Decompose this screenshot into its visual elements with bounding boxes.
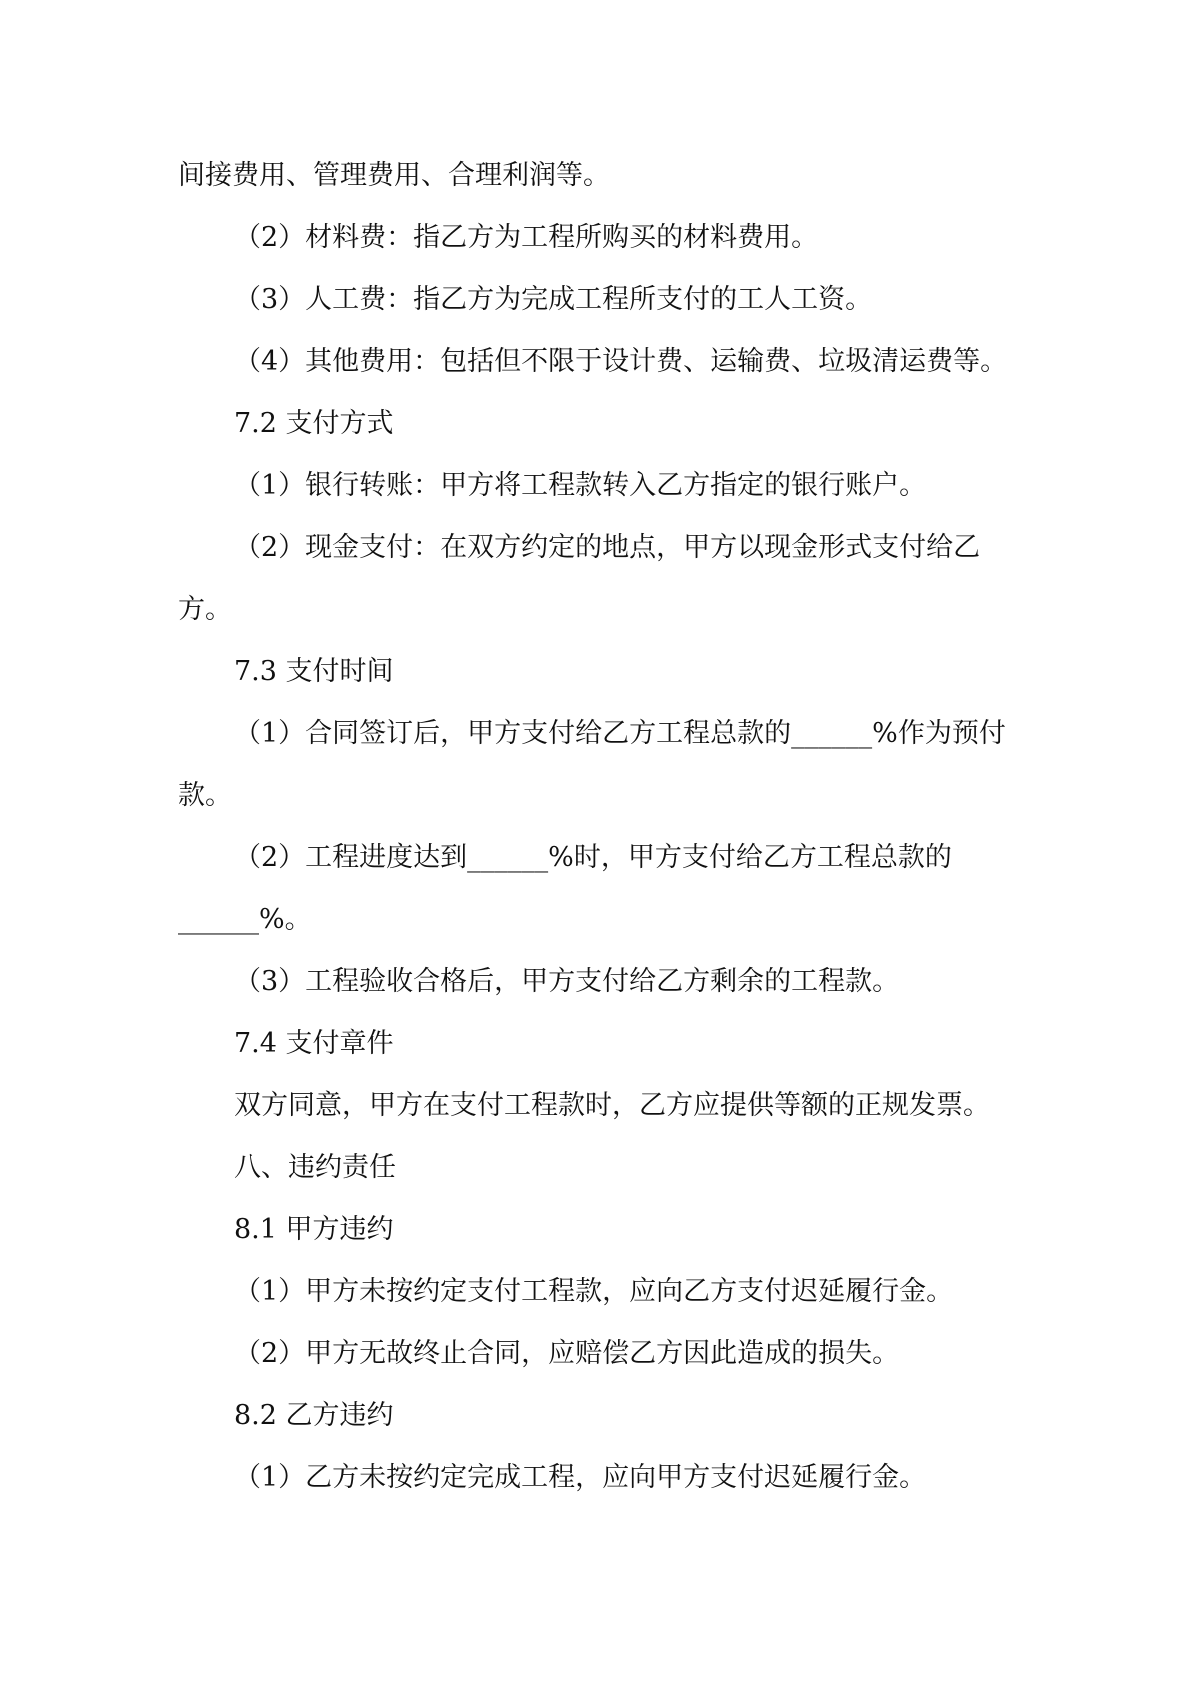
section-heading: 8.1 甲方违约 [234, 1214, 394, 1245]
section-heading: 7.2 支付方式 [234, 408, 394, 439]
document-body [178, 145, 1013, 1509]
paragraph-line: （1）乙方未按约定完成工程，应向甲方支付迟延履行金。 [234, 1462, 927, 1493]
paragraph-line: 方。 [178, 594, 232, 625]
paragraph-line: 款。 [178, 780, 232, 811]
paragraph-line: ______%。 [178, 904, 312, 935]
paragraph-line: （2）甲方无故终止合同，应赔偿乙方因此造成的损失。 [234, 1338, 900, 1369]
paragraph-line: （1）银行转账：甲方将工程款转入乙方指定的银行账户。 [234, 470, 927, 501]
paragraph-line: （1）合同签订后，甲方支付给乙方工程总款的______%作为预付 [234, 718, 1006, 749]
paragraph-line: （4）其他费用：包括但不限于设计费、运输费、垃圾清运费等。 [234, 346, 1008, 377]
paragraph-line: （1）甲方未按约定支付工程款，应向乙方支付迟延履行金。 [234, 1276, 954, 1307]
chapter-heading: 八、违约责任 [234, 1152, 396, 1183]
section-heading: 7.3 支付时间 [234, 656, 394, 687]
paragraph-line: （3）人工费：指乙方为完成工程所支付的工人工资。 [234, 284, 873, 315]
paragraph-line: （2）现金支付：在双方约定的地点，甲方以现金形式支付给乙 [234, 532, 981, 563]
paragraph-line: 间接费用、管理费用、合理利润等。 [178, 160, 610, 191]
paragraph-line: 双方同意，甲方在支付工程款时，乙方应提供等额的正规发票。 [234, 1090, 990, 1121]
section-heading: 8.2 乙方违约 [234, 1400, 394, 1431]
paragraph-line: （2）材料费：指乙方为工程所购买的材料费用。 [234, 222, 819, 253]
section-heading: 7.4 支付章件 [234, 1028, 394, 1059]
paragraph-line: （3）工程验收合格后，甲方支付给乙方剩余的工程款。 [234, 966, 900, 997]
paragraph-line: （2）工程进度达到______%时，甲方支付给乙方工程总款的 [234, 842, 952, 873]
